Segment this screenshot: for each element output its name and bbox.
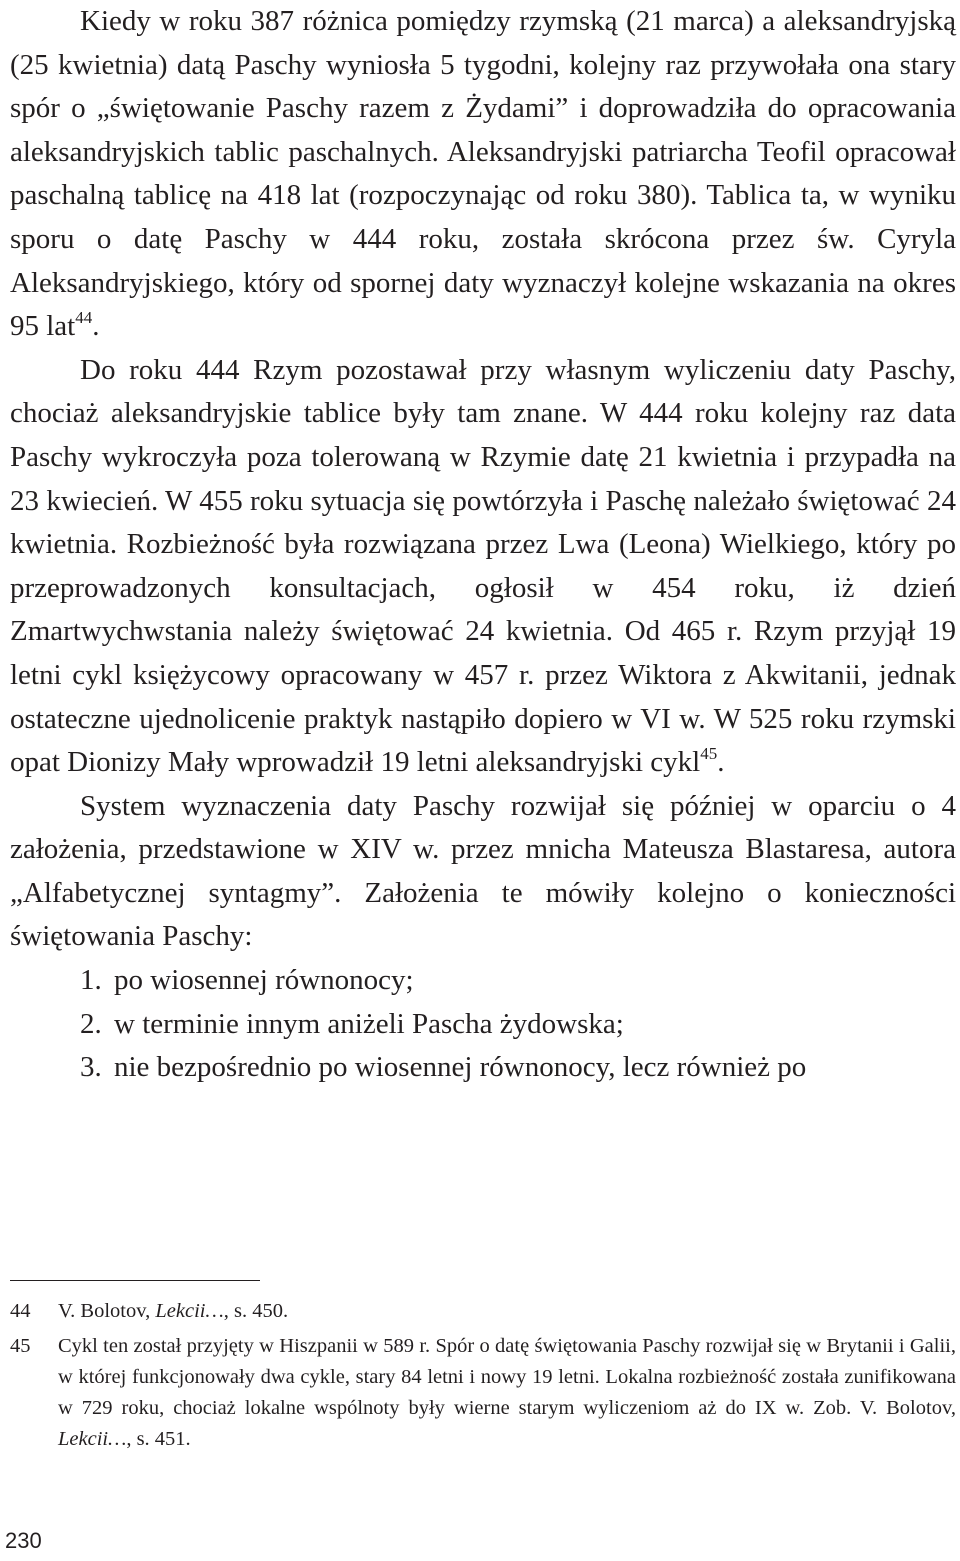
list-item-number: 1. <box>80 964 102 997</box>
paragraph-2 <box>10 349 956 785</box>
paragraph-1 <box>10 0 956 349</box>
footnote-divider <box>10 1280 260 1281</box>
paragraph-3: System wyznaczenia daty Paschy rozwijał się później w oparciu o 4 założenia, przedstawione w XIV w. przez mnicha Mateusza Blastaresa, autora „Alfabetycznej syntagmy”. Założenia te mówiły kolejno o konieczności świętowania Paschy: <box>10 789 956 953</box>
footnote-45 <box>10 1331 956 1455</box>
footnote-number: 44 <box>10 1300 31 1322</box>
main-text <box>10 0 956 1090</box>
footnote-44 <box>10 1296 956 1327</box>
footnote-text: V. Bolotov, <box>58 1300 156 1322</box>
paragraph-2-text: Do roku 444 Rzym pozostawał przy własnym wyliczeniu daty Paschy, chociaż aleksandryjskie tablice były tam znane. W 444 roku kolejny raz data Paschy wykroczyła poza tolerowaną w Rzymie datę 21 kwietnia i przypadła na 23 kwiecień. W 455 roku sytuacja się powtórzyła i Paschę należało świętować 24 kwietnia. Rozbieżność była rozwiązana przez Lwa (Leona) Wielkiego, który po przeprowadzonych konsultacjach, ogłosił w 454 roku, iż dzień Zmartwychwstania należy świętować 24 kwietnia. Od 465 r. Rzym przyjął 19 letni cykl księżycowy opracowany w 457 r. przez Wiktora z Akwitanii, jednak ostateczne ujednolicenie praktyk nastąpiło dopiero w VI w. W 525 roku rzymski opat Dionizy Mały wprowadził 19 letni aleksandryjski cykl <box>10 353 956 779</box>
footnote-text-end: , s. 451. <box>126 1428 191 1450</box>
list-item-number: 3. <box>80 1051 102 1084</box>
list-item-text: w terminie innym aniżeli Pascha żydowska; <box>114 1007 624 1040</box>
footnote-text-end: , s. 450. <box>223 1300 289 1322</box>
footnotes <box>10 1296 956 1459</box>
footnote-cited-title: Lekcii… <box>58 1428 127 1450</box>
footnote-ref-44[interactable]: 44 <box>75 308 93 328</box>
footnote-text: Cykl ten został przyjęty w Hiszpanii w 589 r. Spór o datę świętowania Paschy rozwijał się w Brytanii i Galii, w której funkcjonowały dwa cykle, stary 84 letni i nowy 19 letni. Lokalna rozbieżność została zunifikowana w 729 roku, chociaż lokalne wspólnoty były wierne starym wyliczeniom aż do IX w. Zob. V. Bolotov, <box>58 1335 956 1419</box>
paragraph-1-end: . <box>92 310 100 343</box>
list-item-number: 2. <box>80 1007 102 1040</box>
paragraph-1-text: Kiedy w roku 387 różnica pomiędzy rzymską (21 marca) a aleksandryjską (25 kwietnia) datą Paschy wyniosła 5 tygodni, kolejny raz przywołała ona stary spór o „świętowanie Paschy razem z Żydami” i doprowadziła do opracowania aleksandryjskich tablic paschalnych. Aleksandryjski patriarcha Teofil opracował paschalną tablicę na 418 lat (rozpoczynając od roku 380). Tablica ta, w wyniku sporu o datę Paschy w 444 roku, została skrócona przez św. Cyryla Aleksandryjskiego, który od spornej daty wyznaczył kolejne wskazania na okres 95 lat <box>10 5 956 343</box>
footnote-ref-45[interactable]: 45 <box>700 744 718 764</box>
footnote-number: 45 <box>10 1335 31 1357</box>
list-item <box>10 1046 956 1090</box>
numbered-list <box>10 959 956 1090</box>
paragraph-2-end: . <box>717 746 725 779</box>
list-item-text: nie bezpośrednio po wiosennej równonocy, lecz również po <box>114 1051 807 1084</box>
list-item <box>10 959 956 1003</box>
footnote-cited-title: Lekcii… <box>155 1300 224 1322</box>
list-item-text: po wiosennej równonocy; <box>114 964 414 997</box>
list-item <box>10 1003 956 1047</box>
page-number: 230 <box>5 1528 42 1553</box>
